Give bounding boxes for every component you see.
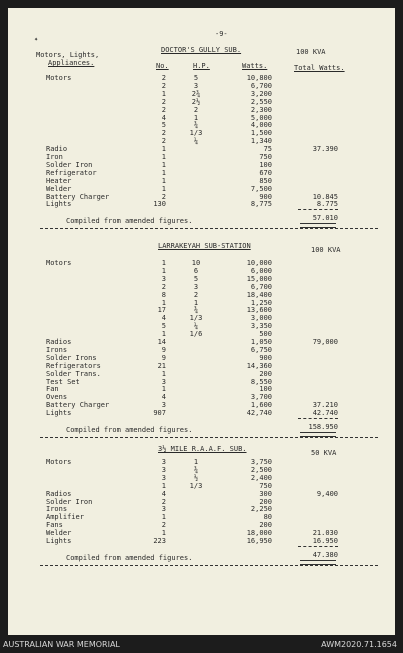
- section-kva: 100 KVA: [311, 246, 341, 254]
- cell-total: 79,000: [312, 338, 338, 346]
- section-divider: [40, 228, 378, 229]
- row-label: Lights: [46, 409, 72, 418]
- cell-hp: 6: [193, 266, 199, 275]
- cell-watts: 3,000: [250, 314, 272, 323]
- cell-hp: 10: [191, 259, 201, 267]
- cell-total: 42.740: [312, 409, 338, 418]
- cell-no: 1: [161, 298, 166, 307]
- row-label: Solder Iron: [46, 160, 93, 169]
- cell-no: 1: [161, 89, 166, 98]
- cell-hp: ¾: [193, 121, 199, 130]
- cell-watts: 4,000: [250, 121, 272, 130]
- cell-no: 1: [161, 176, 166, 185]
- row-label-motors: Motors: [46, 259, 72, 267]
- cell-watts: 10,000: [246, 259, 272, 267]
- cell-watts: 2,400: [250, 473, 272, 482]
- cell-no: 2: [161, 129, 166, 138]
- cell-no: 2: [161, 97, 166, 106]
- cell-watts: 16,950: [246, 537, 272, 545]
- row-label: Heater: [46, 176, 72, 185]
- cell-hp: 1: [193, 298, 199, 307]
- row-label: Lights: [46, 537, 72, 545]
- cell-watts: 200: [259, 521, 272, 530]
- header-total-watts: Total Watts.: [294, 64, 345, 72]
- cell-watts: 6,000: [250, 266, 272, 275]
- grand-total: 47.380: [312, 550, 338, 559]
- cell-hp: ¾: [193, 306, 199, 315]
- cell-no: 1: [161, 153, 166, 161]
- row-label: Radios: [46, 489, 72, 498]
- cell-watts: 6,700: [250, 282, 272, 291]
- footer-credit: AUSTRALIAN WAR MEMORIAL: [3, 640, 120, 649]
- row-label: Test Set: [46, 377, 80, 386]
- cell-no: 3: [161, 377, 166, 386]
- cell-watts: 1,340: [250, 137, 272, 146]
- section-title: 3½ MILE R.A.A.F. SUB.: [158, 445, 247, 453]
- cell-no: 1: [161, 385, 166, 394]
- cell-no: 14: [157, 338, 166, 346]
- section-title: DOCTOR'S GULLY SUB.: [161, 46, 242, 54]
- row-label: Amplifier: [46, 513, 84, 522]
- footer-bar: [0, 637, 403, 653]
- cell-hp: ¼: [193, 137, 199, 146]
- cell-hp: 1/3: [189, 481, 203, 490]
- cell-no: 223: [153, 537, 166, 545]
- row-label: Radio: [46, 145, 68, 154]
- cell-watts: 750: [259, 481, 272, 490]
- section-title: LARRAKEYAH SUB-STATION: [158, 242, 251, 250]
- row-label: Solder Trans.: [46, 369, 101, 378]
- row-label: Battery Charger: [46, 401, 110, 410]
- cell-watts: 900: [259, 192, 272, 201]
- grand-total: 158.950: [308, 423, 338, 431]
- cell-no: 3: [161, 505, 166, 514]
- cell-hp: 1/3: [189, 129, 203, 138]
- cell-no: 9: [161, 353, 166, 362]
- page-number: -9-: [215, 30, 228, 38]
- section-divider: [40, 565, 378, 566]
- cell-no: 1: [161, 184, 166, 193]
- cell-no: 8: [161, 290, 166, 299]
- cell-no: 2: [161, 81, 166, 90]
- cell-total: 21.030: [312, 529, 338, 538]
- row-label: Welder: [46, 529, 72, 538]
- cell-watts: 3,750: [250, 458, 272, 466]
- cell-hp: 3: [193, 282, 199, 291]
- header-hp: H.P.: [193, 62, 210, 70]
- cell-watts: 75: [263, 145, 272, 154]
- column-label-2: Appliances.: [48, 59, 95, 67]
- cell-watts: 8,550: [250, 377, 272, 386]
- cell-no: 3: [161, 458, 166, 466]
- cell-watts: 500: [259, 330, 272, 339]
- cell-no: 1: [161, 168, 166, 177]
- cell-watts: 2,550: [250, 97, 272, 106]
- cell-no: 1: [161, 330, 166, 339]
- cell-no: 3: [161, 401, 166, 410]
- cell-hp: 2½: [191, 97, 201, 106]
- cell-watts: 1,250: [250, 298, 272, 307]
- cell-total: 37.210: [312, 401, 338, 410]
- section-divider: [40, 437, 378, 438]
- cell-watts: 2,250: [250, 505, 272, 514]
- row-label: Irons: [46, 505, 68, 514]
- cell-watts: 100: [259, 160, 272, 169]
- cell-watts: 850: [259, 176, 272, 185]
- row-label: Lights: [46, 200, 72, 209]
- cell-no: 2: [161, 74, 166, 82]
- cell-hp: ¼: [193, 322, 199, 331]
- header-watts: Watts.: [242, 62, 268, 70]
- cell-watts: 80: [263, 513, 272, 522]
- cell-hp: 5: [193, 74, 199, 82]
- row-label: Radios: [46, 338, 72, 346]
- cell-total: 37.390: [312, 145, 338, 154]
- cell-no: 21: [157, 361, 166, 370]
- cell-no: 1: [161, 529, 166, 538]
- cell-watts: 900: [259, 353, 272, 362]
- row-label: Fans: [46, 521, 63, 530]
- cell-no: 3: [161, 473, 166, 482]
- cell-no: 2: [161, 137, 166, 146]
- cell-hp: 2¾: [191, 89, 201, 98]
- subtotal-rule: [298, 418, 338, 419]
- cell-watts: 300: [259, 489, 272, 498]
- cell-no: 5: [161, 121, 166, 130]
- cell-hp: 1/3: [189, 314, 203, 323]
- cell-watts: 8,775: [250, 200, 272, 209]
- compiled-note: Compiled from amended figures.: [66, 426, 193, 434]
- cell-no: 1: [161, 513, 166, 522]
- cell-watts: 5,000: [250, 113, 272, 122]
- cell-no: 1: [161, 160, 166, 169]
- row-label: Battery Charger: [46, 192, 110, 201]
- cell-no: 130: [153, 200, 166, 209]
- cell-no: 1: [161, 259, 166, 267]
- cell-total: 16.950: [312, 537, 338, 545]
- cell-watts: 100: [259, 385, 272, 394]
- cell-no: 5: [161, 322, 166, 331]
- row-label: Ovens: [46, 393, 68, 402]
- cell-watts: 15,000: [246, 274, 272, 283]
- cell-watts: 1,600: [250, 401, 272, 410]
- cell-hp: ¾: [193, 465, 199, 474]
- cell-total: 10.845: [312, 192, 338, 201]
- cell-no: 4: [161, 393, 166, 402]
- row-label: Fan: [46, 385, 59, 394]
- cell-no: 9: [161, 345, 166, 354]
- cell-watts: 13,600: [246, 306, 272, 315]
- cell-watts: 1,050: [250, 338, 272, 346]
- cell-watts: 3,200: [250, 89, 272, 98]
- cell-no: 2: [161, 497, 166, 506]
- footer-reference: AWM2020.71.1654: [321, 640, 397, 649]
- header-no: No.: [156, 62, 169, 70]
- cell-hp: 1: [193, 458, 199, 466]
- cell-total: 9,400: [316, 489, 338, 498]
- cell-watts: 10,800: [246, 74, 272, 82]
- cell-hp: 1/6: [189, 330, 203, 339]
- row-label-motors: Motors: [46, 74, 72, 82]
- row-label-motors: Motors: [46, 458, 72, 466]
- cell-watts: 200: [259, 497, 272, 506]
- row-label: Solder Irons: [46, 353, 97, 362]
- row-label: Refrigerator: [46, 168, 97, 177]
- cell-watts: 6,700: [250, 81, 272, 90]
- compiled-note: Compiled from amended figures.: [66, 217, 193, 226]
- cell-watts: 14,360: [246, 361, 272, 370]
- row-label: Irons: [46, 345, 68, 354]
- row-label: Welder: [46, 184, 72, 193]
- cell-watts: 7,500: [250, 184, 272, 193]
- document-page: [8, 8, 395, 635]
- cell-no: 3: [161, 465, 166, 474]
- row-label: Solder Iron: [46, 497, 93, 506]
- section-kva: 100 KVA: [296, 48, 326, 56]
- cell-watts: 750: [259, 153, 272, 161]
- cell-watts: 3,350: [250, 322, 272, 331]
- cell-no: 3: [161, 274, 166, 283]
- cell-no: 907: [153, 409, 166, 418]
- cell-watts: 6,750: [250, 345, 272, 354]
- subtotal-rule: [298, 209, 338, 210]
- cell-no: 1: [161, 266, 166, 275]
- cell-no: 17: [157, 306, 166, 315]
- cell-no: 2: [161, 282, 166, 291]
- cell-watts: 18,000: [246, 529, 272, 538]
- cell-no: 1: [161, 481, 166, 490]
- cell-hp: ½: [193, 473, 199, 482]
- cell-no: 1: [161, 369, 166, 378]
- column-label: Motors, Lights,: [36, 51, 100, 59]
- subtotal-rule: [298, 546, 338, 547]
- row-label: Iron: [46, 153, 63, 161]
- cell-no: 2: [161, 192, 166, 201]
- cell-total: 8.775: [316, 200, 338, 209]
- cell-watts: 200: [259, 369, 272, 378]
- cell-watts: 3,700: [250, 393, 272, 402]
- cell-watts: 18,400: [246, 290, 272, 299]
- cell-hp: 5: [193, 274, 199, 283]
- cell-watts: 2,500: [250, 465, 272, 474]
- compiled-note: Compiled from amended figures.: [66, 553, 193, 562]
- section-kva: 50 KVA: [311, 449, 337, 457]
- cell-no: 2: [161, 105, 166, 114]
- cell-no: 4: [161, 113, 166, 122]
- cell-no: 1: [161, 145, 166, 154]
- cell-no: 4: [161, 489, 166, 498]
- cell-hp: 2: [193, 105, 199, 114]
- cell-watts: 670: [259, 168, 272, 177]
- cell-watts: 2,300: [250, 105, 272, 114]
- cell-hp: 3: [193, 81, 199, 90]
- cell-watts: 42,740: [246, 409, 272, 418]
- row-label: Refrigerators: [46, 361, 101, 370]
- cell-watts: 1,500: [250, 129, 272, 138]
- cell-hp: 1: [193, 113, 199, 122]
- tick-mark-icon: ✦: [34, 35, 39, 43]
- cell-hp: 2: [193, 290, 199, 299]
- cell-no: 2: [161, 521, 166, 530]
- grand-total: 57.010: [312, 214, 338, 223]
- cell-no: 4: [161, 314, 166, 323]
